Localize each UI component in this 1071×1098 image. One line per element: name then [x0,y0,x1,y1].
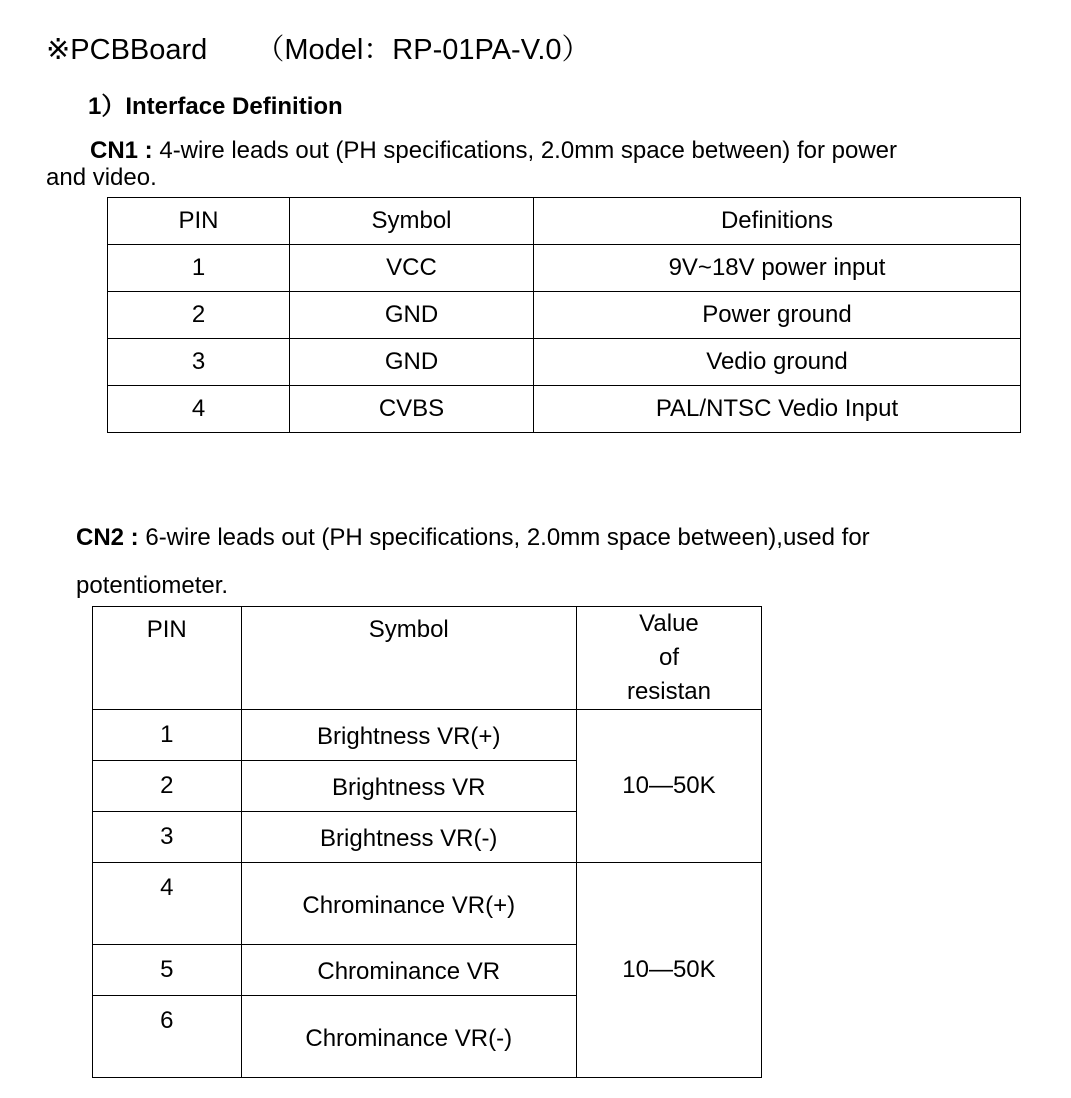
pin-cell: 2 [108,292,290,339]
cn2-table [92,606,762,1078]
resistance-value-cell: 10—50K [576,710,761,863]
header-cell: Value of resistan [576,607,761,710]
table-row [93,863,762,945]
pin-cell: 4 [108,386,290,433]
definition-cell: PAL/NTSC Vedio Input [534,386,1021,433]
table-row [108,292,1021,339]
definition-cell: Power ground [534,292,1021,339]
document-title [46,27,591,68]
pin-cell: 1 [93,710,242,761]
definition-cell: 9V~18V power input [534,245,1021,292]
symbol-cell: Chrominance VR(-) [241,996,576,1078]
pin-cell: 5 [93,945,242,996]
pin-cell: 1 [108,245,290,292]
symbol-cell: Brightness VR(-) [241,812,576,863]
header-cell: Definitions [534,198,1021,245]
section-heading: 1）Interface Definition [88,93,343,120]
cn2-description [76,524,870,552]
pin-cell: 3 [108,339,290,386]
board-name: ※PCBBoard [46,34,208,66]
cn2-text-line1: 6-wire leads out (PH specifications, 2.0mm space between),used for [138,524,870,551]
symbol-cell: Chrominance VR [241,945,576,996]
cn1-label: CN1 : [90,137,153,164]
symbol-cell: VCC [290,245,534,292]
table-row [108,386,1021,433]
header-cell: PIN [93,607,242,710]
cn1-text-line1: 4-wire leads out (PH specifications, 2.0mm space between) for power [152,137,897,164]
resistance-value-cell: 10—50K [576,863,761,1078]
symbol-cell: GND [290,292,534,339]
pin-cell: 2 [93,761,242,812]
symbol-cell: GND [290,339,534,386]
cn1-description [90,137,897,165]
header-cell: Symbol [290,198,534,245]
header-cell: PIN [108,198,290,245]
table-header-row [93,607,762,710]
symbol-cell: Brightness VR(+) [241,710,576,761]
symbol-cell: Chrominance VR(+) [241,863,576,945]
table-row [93,710,762,761]
cn2-label: CN2 : [76,524,139,551]
pin-cell: 3 [93,812,242,863]
model-number: （Model：RP-01PA-V.0） [255,34,591,66]
cn1-text-line2: and video. [46,164,157,191]
table-header-row [108,198,1021,245]
table-row [108,245,1021,292]
pin-cell: 4 [93,863,242,945]
definition-cell: Vedio ground [534,339,1021,386]
pin-cell: 6 [93,996,242,1078]
symbol-cell: CVBS [290,386,534,433]
header-cell: Symbol [241,607,576,710]
table-row [108,339,1021,386]
cn1-table [107,197,1021,433]
cn2-text-line2: potentiometer. [76,572,229,599]
symbol-cell: Brightness VR [241,761,576,812]
